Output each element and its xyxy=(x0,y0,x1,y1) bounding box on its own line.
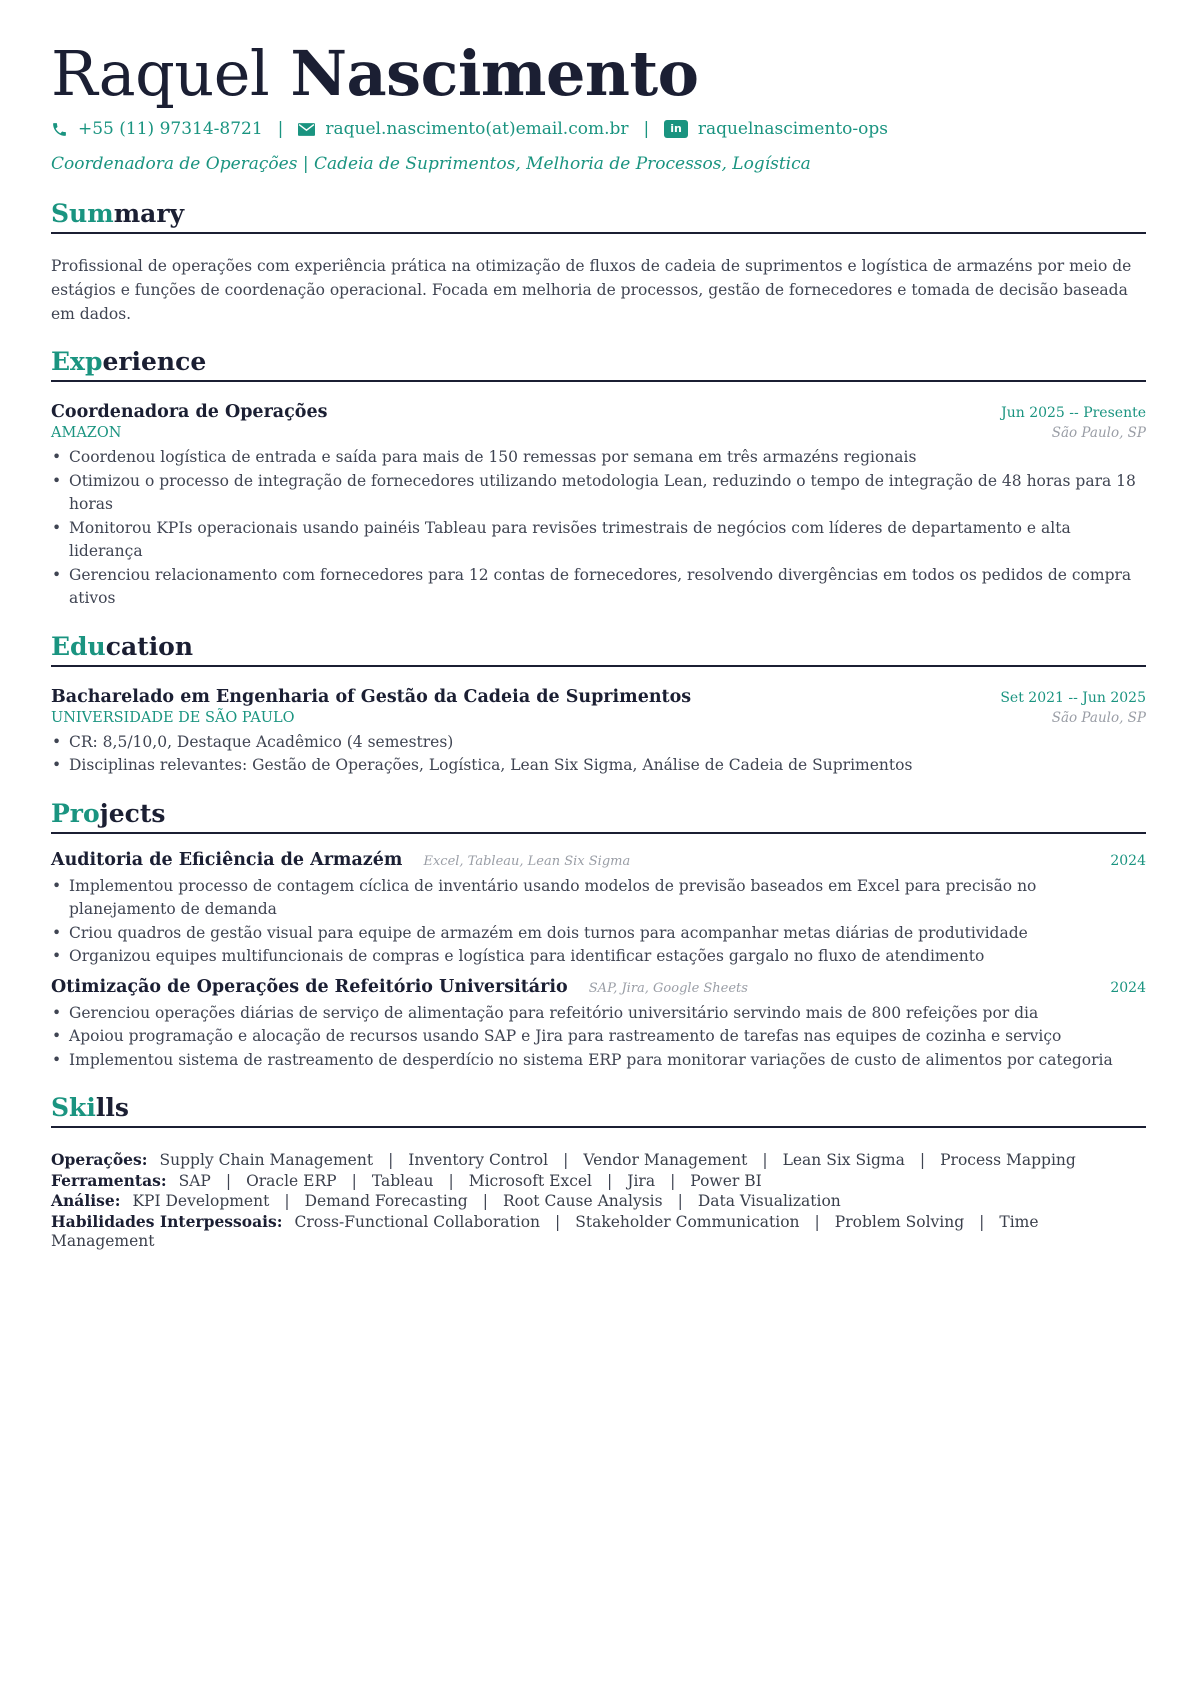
skill-item: Demand Forecasting xyxy=(304,1192,468,1210)
bullet-item: • CR: 8,5/10,0, Destaque Acadêmico (4 semestres) xyxy=(51,731,1146,755)
section-title-accent: Sum xyxy=(51,199,114,228)
skill-item: Stakeholder Communication xyxy=(575,1212,800,1231)
skill-category: Operações: xyxy=(51,1150,148,1169)
last-name: Nascimento xyxy=(290,37,699,110)
project-bullets xyxy=(51,875,1146,969)
section-title xyxy=(51,198,1146,234)
skill-category: Análise: xyxy=(51,1191,121,1210)
project-name: Otimização de Operações de Refeitório Universitário xyxy=(51,976,568,997)
section-title-accent: Pro xyxy=(51,798,100,828)
skill-item: Problem Solving xyxy=(834,1212,965,1231)
skill-separator: | xyxy=(814,1212,820,1231)
skill-row xyxy=(51,1212,1146,1252)
email-address: raquel.nascimento(at)email.com.br xyxy=(325,119,629,139)
education-location: São Paulo, SP xyxy=(1051,709,1146,726)
phone-icon xyxy=(51,121,68,138)
degree-title: Bacharelado em Engenharia of Gestão da Cadeia de Suprimentos xyxy=(51,686,692,707)
linkedin-icon: in xyxy=(664,120,688,138)
contact-line xyxy=(51,116,1146,142)
job-bullets xyxy=(51,446,1146,611)
university-name: UNIVERSIDADE DE SÃO PAULO xyxy=(51,709,295,726)
bullet-item: • Coordenou logística de entrada e saída para mais de 150 remessas por semana em três armazéns regionais xyxy=(51,446,1146,470)
section-title xyxy=(51,798,1146,834)
section-title-accent: Ski xyxy=(51,1093,96,1122)
skill-item: KPI Development xyxy=(132,1192,270,1210)
section-title xyxy=(51,631,1146,667)
skill-row xyxy=(51,1191,1146,1212)
skill-item: Vendor Management xyxy=(583,1151,748,1169)
bullet-item: • Criou quadros de gestão visual para equipe de armazém em dois turnos para acompanhar metas diárias de produtividade xyxy=(51,922,1146,946)
skill-row xyxy=(51,1171,1146,1192)
candidate-name xyxy=(51,38,1146,110)
skill-item: Microsoft Excel xyxy=(468,1171,592,1190)
skill-item: Oracle ERP xyxy=(246,1171,337,1190)
skill-item: Lean Six Sigma xyxy=(782,1151,905,1169)
contact-separator: | xyxy=(643,119,650,139)
section-title-rest: mary xyxy=(113,199,185,228)
bullet-item: • Apoiou programação e alocação de recursos usando SAP e Jira para rastreamento de tarefas nas equipes de cozinha e serviço xyxy=(51,1025,1146,1049)
skill-separator: | xyxy=(482,1192,488,1210)
skill-separator: | xyxy=(225,1171,232,1190)
section-title xyxy=(51,1092,1146,1128)
project-bullets xyxy=(51,1002,1146,1073)
bullet-item: • Disciplinas relevantes: Gestão de Operações, Logística, Lean Six Sigma, Análise de Cadeia de Suprimentos xyxy=(51,754,1146,778)
skills-section xyxy=(51,1092,1146,1252)
project-date: 2024 xyxy=(1110,979,1146,996)
skill-separator: | xyxy=(448,1171,454,1190)
section-title-rest: cation xyxy=(105,631,194,661)
skill-category: Habilidades Interpessoais: xyxy=(51,1211,283,1231)
tagline: Coordenadora de Operações | Cadeia de Suprimentos, Melhoria de Processos, Logística xyxy=(51,154,811,174)
job-title: Coordenadora de Operações xyxy=(51,402,328,422)
project-name: Auditoria de Eficiência de Armazém xyxy=(51,849,403,870)
linkedin-item[interactable] xyxy=(664,119,888,139)
project-entry xyxy=(51,977,1146,1073)
skill-separator: | xyxy=(762,1151,768,1169)
phone-item[interactable] xyxy=(51,119,263,139)
skill-separator: | xyxy=(979,1212,985,1231)
projects-section xyxy=(51,798,1146,1073)
bullet-item: • Implementou sistema de rastreamento de desperdício no sistema ERP para monitorar variações de custo de alimentos por categoria xyxy=(51,1049,1146,1073)
education-bullets xyxy=(51,731,1146,778)
bullet-item: • Gerenciou operações diárias de serviço de alimentação para refeitório universitário servindo mais de 800 refeições por dia xyxy=(51,1002,1146,1026)
project-entry xyxy=(51,850,1146,969)
project-tech: Excel, Tableau, Lean Six Sigma xyxy=(423,853,631,869)
skill-row xyxy=(51,1150,1146,1171)
bullet-item: • Otimizou o processo de integração de fornecedores utilizando metodologia Lean, reduzindo o tempo de integração de 48 horas para 18 horas xyxy=(51,470,1146,517)
summary-section xyxy=(51,198,1146,326)
skill-item: Supply Chain Management xyxy=(159,1151,374,1169)
skill-item: Inventory Control xyxy=(408,1151,549,1169)
skill-separator: | xyxy=(607,1171,613,1190)
skill-item: Jira xyxy=(627,1171,656,1190)
linkedin-handle: raquelnascimento-ops xyxy=(697,119,888,139)
education-entry xyxy=(51,687,1146,778)
education-date: Set 2021 -- Jun 2025 xyxy=(1000,689,1146,706)
bullet-item: • Monitorou KPIs operacionais usando painéis Tableau para revisões trimestrais de negócios com líderes de departamento e alta liderança xyxy=(51,517,1146,564)
section-title-rest: jects xyxy=(99,798,166,828)
skill-separator: | xyxy=(284,1192,290,1210)
skill-separator: | xyxy=(563,1151,569,1169)
skill-item: Process Mapping xyxy=(940,1151,1076,1169)
section-title-accent: Exp xyxy=(51,347,103,376)
skill-item: Tableau xyxy=(371,1171,434,1190)
skill-item: Root Cause Analysis xyxy=(502,1192,663,1210)
skill-separator: | xyxy=(555,1212,561,1231)
skill-item: Cross-Functional Collaboration xyxy=(294,1212,541,1231)
bullet-item: • Organizou equipes multifuncionais de compras e logística para identificar estações gargalo no fluxo de atendimento xyxy=(51,945,1146,969)
project-tech: SAP, Jira, Google Sheets xyxy=(588,980,748,996)
email-item[interactable] xyxy=(298,119,628,139)
skill-separator: | xyxy=(670,1171,676,1190)
education-section xyxy=(51,631,1146,778)
experience-section xyxy=(51,346,1146,611)
skill-category: Ferramentas: xyxy=(51,1170,167,1190)
phone-number: +55 (11) 97314-8721 xyxy=(78,119,263,139)
job-location: São Paulo, SP xyxy=(1051,425,1146,441)
section-title-rest: lls xyxy=(95,1093,129,1122)
summary-text: Profissional de operações com experiência prática na otimização de fluxos de cadeia de suprimentos e logística de armazéns por meio de estágios e funções de coordenação operacional. Focada em melhoria de processos, gestão de fornecedores e tomada de decisão baseada em dados. xyxy=(51,257,1132,323)
first-name: Raquel xyxy=(51,37,270,110)
skill-item: SAP xyxy=(178,1171,211,1190)
skill-item: Data Visualization xyxy=(697,1192,841,1210)
contact-separator: | xyxy=(277,119,284,139)
skill-item: Power BI xyxy=(690,1171,762,1190)
job-date: Jun 2025 -- Presente xyxy=(1001,405,1146,421)
section-title-accent: Edu xyxy=(51,631,106,661)
skill-separator: | xyxy=(388,1151,394,1169)
bullet-item: • Gerenciou relacionamento com fornecedores para 12 contas de fornecedores, resolvendo divergências em todos os pedidos de compra ativos xyxy=(51,564,1146,611)
bullet-item: • Implementou processo de contagem cíclica de inventário usando modelos de previsão baseados em Excel para precisão no planejamento de demanda xyxy=(51,875,1146,922)
envelope-icon xyxy=(298,123,315,136)
section-title xyxy=(51,346,1146,382)
skill-separator: | xyxy=(677,1192,683,1210)
company-name: AMAZON xyxy=(51,425,122,441)
skills-list xyxy=(51,1150,1146,1252)
section-title-rest: erience xyxy=(102,347,207,376)
experience-entry xyxy=(51,402,1146,611)
skill-item: Time Management xyxy=(51,1212,1039,1250)
project-date: 2024 xyxy=(1110,852,1146,869)
skill-separator: | xyxy=(919,1151,926,1169)
skill-separator: | xyxy=(351,1171,357,1190)
